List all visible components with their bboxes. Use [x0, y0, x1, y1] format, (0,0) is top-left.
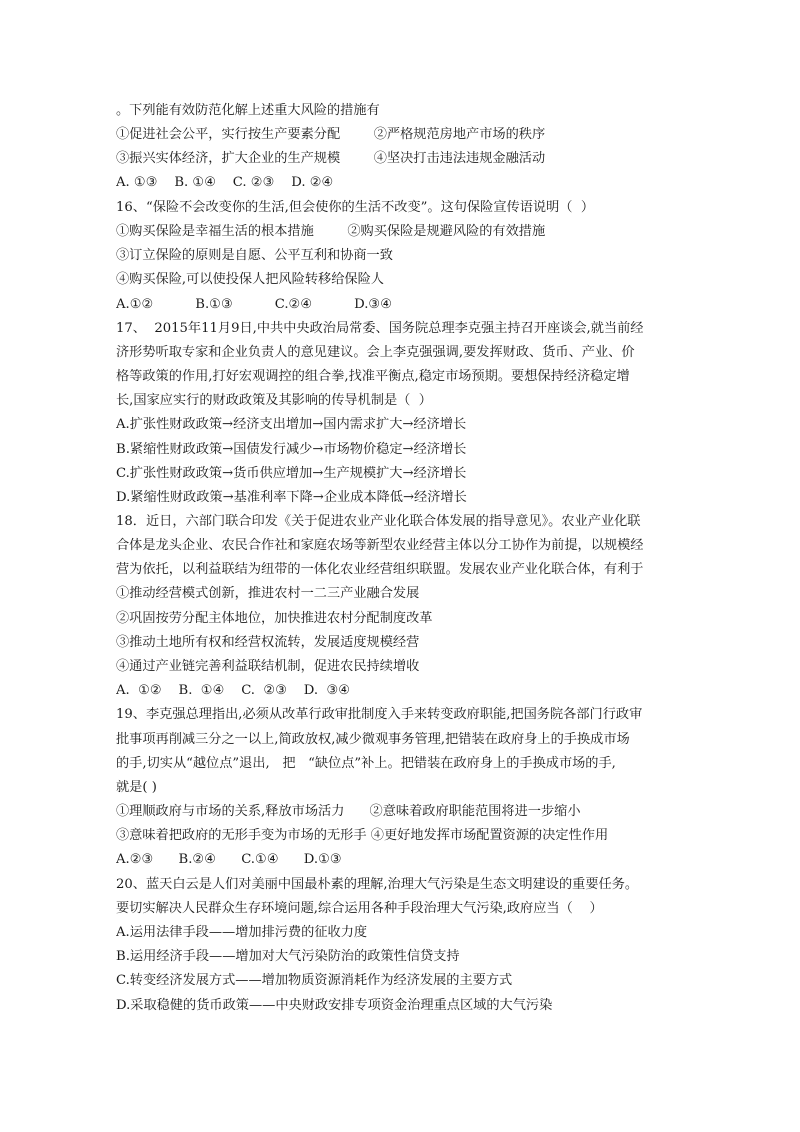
text-line: C.扩张性财政政策→货币供应增加→生产规模扩大→经济增长 [116, 466, 467, 481]
text-line: 长,国家应实行的财政政策及其影响的传导机制是（ ） [116, 393, 432, 408]
text-line: 就是( ) [116, 780, 157, 795]
text-line: 合体是龙头企业、农民合作社和家庭农场等新型农业经营主体以分工协作为前提，以规模经 [116, 538, 644, 553]
text-line: 16、“保险不会改变你的生活,但会使你的生活不改变”。这句保险宣传语说明（ ） [116, 200, 595, 215]
text-line: 批事项再削减三分之一以上,简政放权,减少微观事务管理,把错装在政府身上的手换成市场 [116, 732, 630, 747]
text-line: 的手,切实从“越位点”退出, 把 “缺位点”补上。把错装在政府身上的手换成市场的手, [116, 756, 616, 771]
text-line: C.转变经济发展方式——增加物质资源消耗作为经济发展的主要方式 [116, 973, 513, 988]
text-line: D.采取稳健的货币政策——中央财政安排专项资金治理重点区域的大气污染 [116, 998, 553, 1013]
text-line: A. ①② B. ①④ C. ②③ D. ③④ [116, 683, 351, 698]
text-line: B.紧缩性财政政策→国债发行减少→市场物价稳定→经济增长 [116, 442, 467, 457]
text-line: ②巩固按劳分配主体地位，加快推进农村分配制度改革 [116, 611, 433, 626]
text-line: ③振兴实体经济，扩大企业的生产规模 ④坚决打击违法违规金融活动 [116, 151, 546, 166]
text-line: ③意味着把政府的无形手变为市场的无形手 ④更好地发挥市场配置资源的决定性作用 [116, 828, 609, 843]
text-line: 要切实解决人民群众生存环境问题,综合运用各种手段治理大气污染,政府应当（ ） [116, 901, 603, 916]
text-line: A.运用法律手段——增加排污费的征收力度 [116, 925, 368, 940]
text-line: ③推动土地所有权和经营权流转，发展适度规模经营 [116, 635, 420, 650]
text-line: 18．近日，六部门联合印发《关于促进农业产业化联合体发展的指导意见》。农业产业化联 [116, 514, 641, 529]
text-line: ③订立保险的原则是自愿、公平互利和协商一致 [116, 248, 393, 263]
text-line: D.紧缩性财政政策→基准利率下降→企业成本降低→经济增长 [116, 490, 467, 505]
text-line: ①理顺政府与市场的关系,释放市场活力 ②意味着政府职能范围将进一步缩小 [116, 804, 581, 819]
text-line: ④通过产业链完善利益联结机制，促进农民持续增收 [116, 659, 420, 674]
text-line: 20、蓝天白云是人们对美丽中国最朴素的理解,治理大气污染是生态文明建设的重要任务。 [116, 877, 639, 892]
text-line: ①促进社会公平，实行按生产要素分配 ②严格规范房地产市场的秩序 [116, 127, 546, 142]
text-line: A.①② B.①③ C.②④ D.③④ [116, 297, 393, 312]
text-line: A.扩张性财政政策→经济支出增加→国内需求扩大→经济增长 [116, 417, 467, 432]
text-line: 。下列能有效防范化解上述重大风险的措施有 [116, 103, 380, 118]
text-line: ④购买保险,可以使投保人把风险转移给保险人 [116, 272, 384, 287]
text-line: 营为依托，以利益联结为纽带的一体化农业经营组织联盟。发展农业产业化联合体，有利于 [116, 562, 644, 577]
text-line: ①推动经营模式创新，推进农村一二三产业融合发展 [116, 586, 420, 601]
text-line: 19、李克强总理指出,必须从改革行政审批制度入手来转变政府职能,把国务院各部门行政审 [116, 707, 643, 722]
text-line: 17、 2015年11月9日,中共中央政治局常委、国务院总理李克强主持召开座谈会,就当前经 [116, 321, 644, 336]
text-line: B.运用经济手段——增加对大气污染防治的政策性信贷支持 [116, 949, 460, 964]
text-line: A.②③ B.②④ C.①④ D.①③ [116, 852, 342, 867]
text-line: 格等政策的作用,打好宏观调控的组合拳,找准平衡点,稳定市场预期。要想保持经济稳定增 [116, 369, 630, 384]
text-line: 济形势听取专家和企业负责人的意见建议。会上李克强强调,要发挥财政、货币、产业、价 [116, 345, 635, 360]
text-line: A. ①③ B. ①④ C. ②③ D. ②④ [116, 175, 334, 190]
text-line: ①购买保险是幸福生活的根本措施 ②购买保险是规避风险的有效措施 [116, 224, 546, 239]
